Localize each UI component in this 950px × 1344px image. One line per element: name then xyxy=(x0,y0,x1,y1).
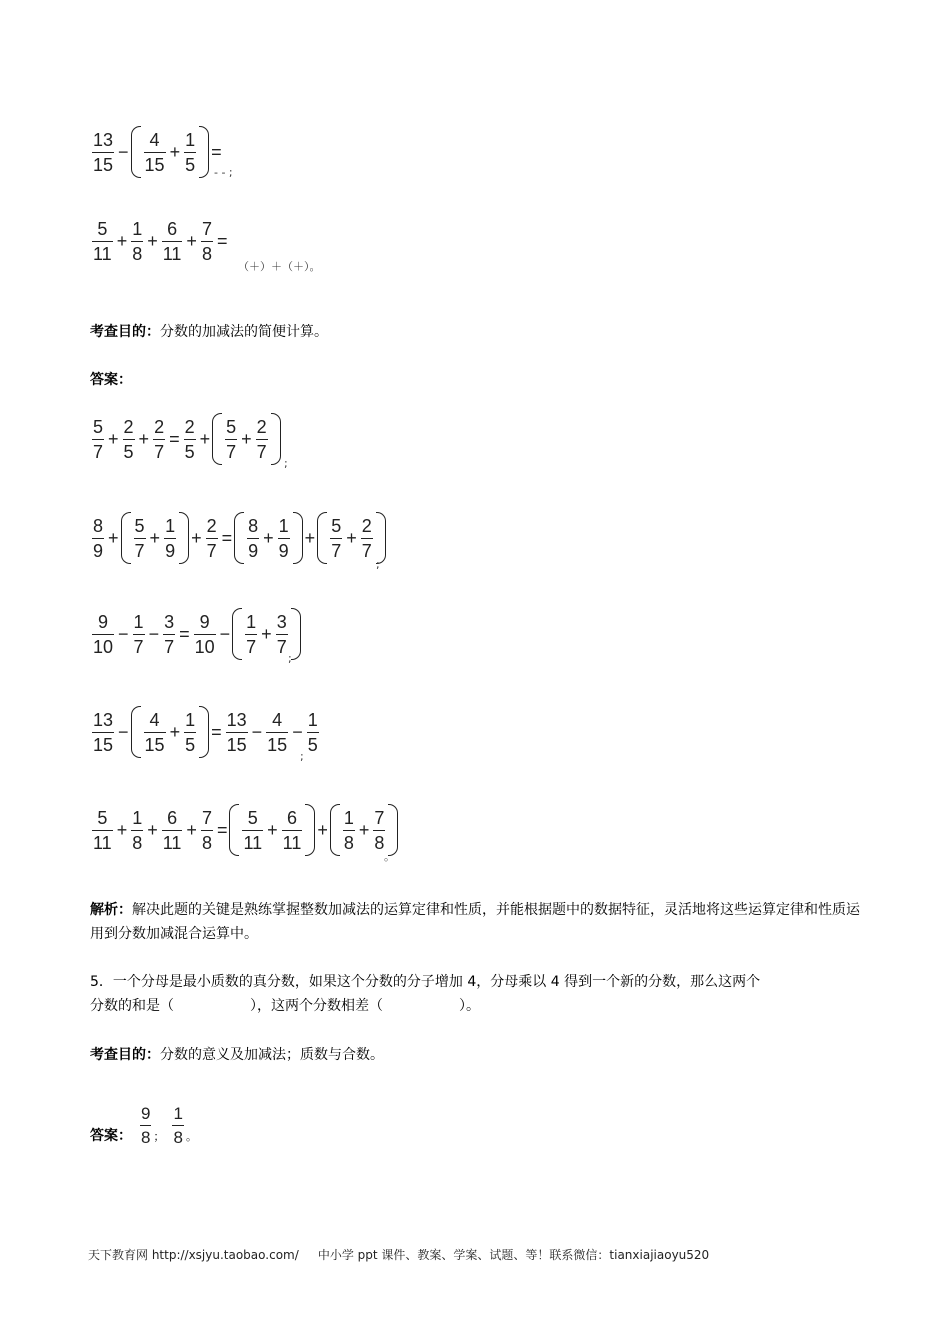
analysis-text: 解决此题的关键是熟练掌握整数加减法的运算定律和性质，并能根据题中的数据特征，灵活地将这些运算定律和性质运用到分数加减混合运算中。 xyxy=(90,902,860,942)
purpose-text: 分数的加减法的简便计算。 xyxy=(160,324,328,340)
q5-purpose-text: 分数的意义及加减法；质数与合数。 xyxy=(160,1047,384,1063)
page-footer: 天下教育网 http://xsjyu.taobao.com/ 中小学 ppt 课件、教案、学案、试题、等！联系微信：tianxiajiaoyu520 xyxy=(88,1248,710,1262)
question-5-blank-1-prefix: 分数的和是（ xyxy=(90,998,174,1014)
q5-answer-fraction-1: $\frac{9}{8}$ xyxy=(141,1104,151,1147)
answer-label-line xyxy=(90,368,870,392)
answer-equation-4: $\frac{13}{15}$ − $\frac{4}{15}$ + $\frac{1}{5}$ = $\frac{13}{15}$ − $\frac{4}{15}$ − $\frac{1}{5}$ xyxy=(90,706,321,758)
q5-answer-fraction-2: $\frac{1}{8}$ xyxy=(173,1104,183,1147)
answer-equation-2: $\frac{8}{9}$ + $\frac{5}{7}$ + $\frac{1}{9}$ + $\frac{2}{7}$ = $\frac{8}{9}$ + $\frac{1}{9}$ + $\frac{5}{7}$ + $\frac{2}{7}$ xyxy=(90,512,386,564)
answer-equation-5: $\frac{5}{11}$ + $\frac{1}{8}$ + $\frac{6}{11}$ + $\frac{7}{8}$ = $\frac{5}{11}$ + $\frac{6}{11}$ + $\frac{1}{8}$ + $\frac{7}{8}$ xyxy=(90,804,398,856)
answer-5-tail: 。 xyxy=(384,850,395,863)
answer-2-tail: ; xyxy=(376,558,380,571)
analysis-label: 解析： xyxy=(90,902,132,918)
equation-4-problem: $\frac{13}{15}$ − $\frac{4}{15}$ + $\frac{1}{5}$ = xyxy=(90,126,224,178)
answer-4-tail: ; xyxy=(300,750,304,763)
answer-1-tail: ; xyxy=(284,457,288,470)
q5-answer-separator: ； xyxy=(153,1130,165,1143)
q5-purpose-label: 考查目的： xyxy=(90,1047,160,1063)
analysis-paragraph xyxy=(90,898,870,946)
question-5-blank-2-prefix: ），这两个分数相差（ xyxy=(250,998,383,1014)
answer-equation-1: $\frac{5}{7}$ + $\frac{2}{5}$ + $\frac{2}{7}$ = $\frac{2}{5}$ + $\frac{5}{7}$ + $\frac{2}{7}$ xyxy=(90,413,281,465)
equation-4-tail: - - ; xyxy=(214,166,233,179)
answer-3-tail: ; xyxy=(288,652,292,665)
question-5-line-1: 5．一个分母是最小质数的真分数，如果这个分数的分子增加 4，分母乘以 4 得到一个新的分数，那么这两个 xyxy=(90,974,761,990)
answer-label: 答案： xyxy=(90,372,132,388)
q5-answer-end: 。 xyxy=(185,1130,197,1143)
equation-5-problem: $\frac{5}{11}$ + $\frac{1}{8}$ + $\frac{6}{11}$ + $\frac{7}{8}$ = xyxy=(93,219,228,264)
purpose-label: 考查目的： xyxy=(90,324,160,340)
question-5-end: ）。 xyxy=(459,998,480,1014)
q5-purpose-line xyxy=(90,1043,870,1067)
q5-answer-label: 答案： xyxy=(90,1128,132,1144)
question-5 xyxy=(90,970,870,1018)
answer-equation-3: $\frac{9}{10}$ − $\frac{1}{7}$ − $\frac{3}{7}$ = $\frac{9}{10}$ − $\frac{1}{7}$ + $\frac{3}{7}$ xyxy=(90,608,301,660)
equation-5-tail: （＋）＋（＋）。 xyxy=(238,260,321,273)
question-5-line-2 xyxy=(90,994,870,1018)
q5-answer-line xyxy=(90,1090,197,1146)
purpose-line xyxy=(90,320,870,344)
